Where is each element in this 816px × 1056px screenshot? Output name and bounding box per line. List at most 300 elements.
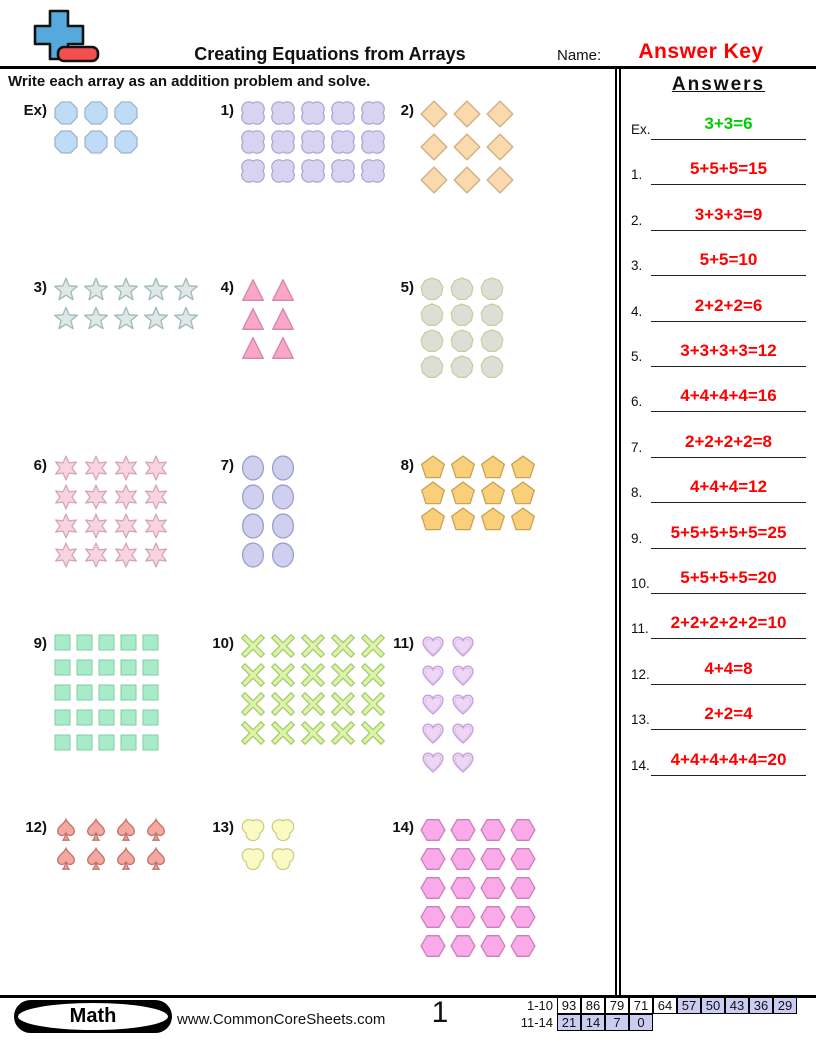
array-cell	[300, 720, 330, 749]
shape-array	[420, 455, 540, 533]
array-cell	[113, 306, 143, 335]
answer-number: 4.	[631, 303, 643, 319]
array-cell	[330, 720, 360, 749]
xcross-icon	[300, 662, 326, 688]
array-cell	[113, 100, 143, 129]
hexagon-icon	[480, 846, 506, 872]
xcross-icon	[270, 720, 296, 746]
star6-icon	[143, 455, 169, 481]
array-cell	[360, 129, 390, 158]
array-cell	[510, 875, 540, 904]
array-cell	[420, 662, 450, 691]
octagon-icon	[83, 100, 109, 126]
star6-icon	[143, 513, 169, 539]
array-cell	[113, 513, 143, 542]
heart-icon	[450, 691, 476, 717]
star5-icon	[143, 306, 169, 332]
square-icon	[75, 633, 94, 652]
array-cell	[480, 355, 510, 381]
array-cell	[480, 329, 510, 355]
xcross-icon	[240, 662, 266, 688]
array-cell	[486, 133, 519, 166]
array-cell	[270, 542, 300, 571]
array-cell	[300, 129, 330, 158]
array-cell	[450, 875, 480, 904]
array-cell	[450, 277, 480, 303]
square-icon	[119, 733, 138, 752]
array-cell	[450, 355, 480, 381]
answer-number: 3.	[631, 258, 643, 274]
array-cell	[450, 749, 480, 778]
square-icon	[53, 708, 72, 727]
array-cell	[270, 817, 300, 846]
shape-array	[53, 817, 173, 875]
square-icon	[97, 658, 116, 677]
heart-icon	[450, 662, 476, 688]
pentagon-icon	[510, 455, 536, 481]
hexagon-icon	[480, 904, 506, 930]
array-cell	[53, 683, 75, 708]
array-cell	[53, 708, 75, 733]
hexagon-icon	[420, 904, 446, 930]
square-icon	[141, 733, 160, 752]
array-cell	[420, 481, 450, 507]
pentagon-icon	[450, 481, 476, 507]
array-cell	[83, 455, 113, 484]
answer-number: 8.	[631, 485, 643, 501]
quatrefoil-icon	[300, 158, 326, 184]
score-row	[507, 1014, 797, 1031]
hexagon-icon	[450, 817, 476, 843]
array-cell	[53, 817, 83, 846]
answer-item	[621, 607, 816, 639]
array-cell	[270, 633, 300, 662]
pentagon-icon	[450, 455, 476, 481]
heart-icon	[450, 749, 476, 775]
heart-icon	[450, 633, 476, 659]
array-cell	[480, 507, 510, 533]
answer-line	[651, 654, 806, 685]
star6-icon	[83, 513, 109, 539]
array-cell	[330, 662, 360, 691]
score-cell: 86	[581, 997, 605, 1014]
problem-number: 8)	[400, 457, 414, 474]
square-icon	[141, 708, 160, 727]
array-cell	[420, 277, 450, 303]
array-cell	[480, 933, 510, 962]
array-cell	[113, 542, 143, 571]
score-cell: 71	[629, 997, 653, 1014]
array-cell	[330, 129, 360, 158]
answer-line	[651, 245, 806, 276]
answer-item	[621, 380, 816, 412]
array-cell	[450, 846, 480, 875]
answer-number: 6.	[631, 394, 643, 410]
triangle-icon	[240, 335, 266, 361]
square-icon	[119, 658, 138, 677]
array-cell	[240, 158, 270, 187]
array-cell	[270, 455, 300, 484]
answer-item	[621, 698, 816, 730]
array-cell	[450, 481, 480, 507]
array-cell	[420, 355, 450, 381]
square-icon	[141, 633, 160, 652]
array-cell	[330, 633, 360, 662]
diamond-icon	[420, 166, 448, 194]
array-cell	[450, 720, 480, 749]
array-cell	[83, 513, 113, 542]
triangle-icon	[240, 306, 266, 332]
array-cell	[83, 542, 113, 571]
array-cell	[453, 133, 486, 166]
answer-number: 1.	[631, 167, 643, 183]
array-cell	[510, 481, 540, 507]
array-cell	[83, 306, 113, 335]
name-label: Name:	[557, 47, 602, 64]
xcross-icon	[300, 691, 326, 717]
nonagon-icon	[420, 277, 444, 301]
answer-line	[651, 381, 806, 412]
xcross-icon	[360, 691, 386, 717]
array-cell	[480, 455, 510, 481]
hexagon-icon	[420, 846, 446, 872]
array-cell	[420, 933, 450, 962]
answer-value: 3+3+3=9	[694, 204, 763, 224]
problem-number: 11)	[393, 635, 414, 652]
array-cell	[83, 817, 113, 846]
array-cell	[450, 633, 480, 662]
answer-item	[621, 199, 816, 231]
array-cell	[420, 133, 453, 166]
answers-title: Answers	[671, 74, 766, 95]
array-cell	[53, 306, 83, 335]
array-cell	[300, 100, 330, 129]
square-icon	[53, 683, 72, 702]
pentagon-icon	[420, 507, 446, 533]
array-cell	[240, 455, 270, 484]
heart-icon	[420, 720, 446, 746]
array-cell	[480, 817, 510, 846]
array-cell	[420, 303, 450, 329]
xcross-icon	[360, 720, 386, 746]
array-cell	[480, 277, 510, 303]
array-cell	[143, 484, 173, 513]
score-table	[507, 997, 797, 1031]
array-cell	[300, 662, 330, 691]
array-cell	[450, 507, 480, 533]
xcross-icon	[300, 720, 326, 746]
math-badge	[14, 1000, 172, 1033]
answer-value: 4+4+4+4+4=20	[670, 749, 787, 769]
pentagon-icon	[480, 507, 506, 533]
trefoil-icon	[240, 846, 266, 872]
problem-number: 6)	[33, 457, 47, 474]
star6-icon	[113, 484, 139, 510]
score-cell: 57	[677, 997, 701, 1014]
problem-number: 5)	[400, 279, 414, 296]
answer-item	[621, 153, 816, 185]
square-icon	[53, 733, 72, 752]
star6-icon	[53, 455, 79, 481]
array-cell	[270, 100, 300, 129]
hexagon-icon	[420, 875, 446, 901]
array-cell	[270, 129, 300, 158]
nonagon-icon	[480, 329, 504, 353]
problem-number: 14)	[392, 819, 414, 836]
answer-line	[651, 109, 806, 140]
star6-icon	[83, 542, 109, 568]
nonagon-icon	[450, 329, 474, 353]
shape-array	[53, 100, 143, 158]
hexagon-icon	[510, 875, 536, 901]
ellipse-icon	[270, 455, 296, 481]
array-cell	[113, 484, 143, 513]
answer-number: 12.	[631, 666, 650, 682]
star6-icon	[113, 542, 139, 568]
array-cell	[53, 513, 83, 542]
answer-number: 5.	[631, 349, 643, 364]
pentagon-icon	[420, 455, 446, 481]
answer-value: 4+4+4=12	[689, 477, 768, 497]
star6-icon	[113, 455, 139, 481]
ellipse-icon	[240, 513, 266, 539]
star5-icon	[113, 277, 139, 303]
star5-icon	[53, 306, 79, 332]
answer-value: 5+5+5=15	[689, 159, 768, 179]
score-cell: 36	[749, 997, 773, 1014]
array-cell	[53, 733, 75, 758]
array-cell	[143, 542, 173, 571]
answer-line	[651, 472, 806, 503]
array-cell	[360, 662, 390, 691]
array-cell	[240, 306, 270, 335]
answer-value: 4+4+4+4=16	[680, 386, 777, 406]
array-cell	[119, 733, 141, 758]
array-cell	[75, 658, 97, 683]
answer-value: 5+5+5+5=20	[680, 568, 777, 587]
trefoil-icon	[270, 846, 296, 872]
array-cell	[453, 100, 486, 133]
score-cell: 14	[581, 1014, 605, 1031]
array-cell	[97, 733, 119, 758]
array-cell	[83, 129, 113, 158]
array-cell	[141, 708, 163, 733]
array-cell	[83, 100, 113, 129]
array-cell	[240, 817, 270, 846]
quatrefoil-icon	[240, 100, 266, 126]
shape-array	[240, 100, 390, 187]
shape-array	[420, 817, 540, 962]
star6-icon	[83, 455, 109, 481]
square-icon	[97, 733, 116, 752]
array-cell	[270, 846, 300, 875]
heart-icon	[420, 633, 446, 659]
answer-value: 5+5=10	[699, 250, 758, 270]
array-cell	[53, 129, 83, 158]
array-cell	[330, 158, 360, 187]
array-cell	[119, 683, 141, 708]
answers-panel	[621, 72, 816, 992]
hexagon-icon	[450, 846, 476, 872]
xcross-icon	[240, 720, 266, 746]
spade-icon	[143, 846, 169, 872]
nonagon-icon	[480, 277, 504, 301]
answer-item	[621, 290, 816, 322]
array-cell	[510, 933, 540, 962]
answer-line	[651, 608, 806, 639]
answer-value: 2+2=4	[704, 704, 753, 724]
array-cell	[173, 306, 203, 335]
answer-item	[621, 744, 816, 776]
array-cell	[143, 455, 173, 484]
star5-icon	[113, 306, 139, 332]
array-cell	[113, 277, 143, 306]
answer-value: 2+2+2+2=8	[685, 431, 772, 451]
diamond-icon	[486, 133, 514, 161]
triangle-icon	[270, 306, 296, 332]
array-cell	[119, 633, 141, 658]
shape-array	[420, 633, 480, 778]
pentagon-icon	[480, 455, 506, 481]
triangle-icon	[270, 335, 296, 361]
answer-item	[621, 426, 816, 458]
nonagon-icon	[450, 277, 474, 301]
hexagon-icon	[450, 875, 476, 901]
array-cell	[240, 335, 270, 364]
heart-icon	[450, 720, 476, 746]
square-icon	[119, 708, 138, 727]
score-row	[507, 997, 797, 1014]
problem-number: 4)	[220, 279, 234, 296]
answer-value: 2+2+2=6	[694, 295, 763, 315]
answer-item	[621, 108, 816, 140]
ellipse-icon	[240, 455, 266, 481]
array-cell	[141, 633, 163, 658]
shape-array	[240, 277, 300, 364]
problem-number: 1)	[220, 102, 234, 119]
answer-item	[621, 653, 816, 685]
array-cell	[97, 708, 119, 733]
array-cell	[97, 683, 119, 708]
star5-icon	[83, 277, 109, 303]
array-cell	[141, 683, 163, 708]
answer-line	[651, 699, 806, 730]
diamond-icon	[453, 133, 481, 161]
array-cell	[360, 691, 390, 720]
answer-item	[621, 517, 816, 549]
square-icon	[97, 683, 116, 702]
array-cell	[53, 633, 75, 658]
array-cell	[270, 691, 300, 720]
pentagon-icon	[510, 507, 536, 533]
array-cell	[113, 455, 143, 484]
score-cell: 7	[605, 1014, 629, 1031]
answer-line	[651, 745, 806, 776]
array-cell	[450, 662, 480, 691]
quatrefoil-icon	[330, 158, 356, 184]
trefoil-icon	[240, 817, 266, 843]
xcross-icon	[330, 720, 356, 746]
score-cell: 21	[557, 1014, 581, 1031]
score-cell: 0	[629, 1014, 653, 1031]
square-icon	[119, 633, 138, 652]
array-cell	[240, 129, 270, 158]
array-cell	[300, 691, 330, 720]
array-cell	[420, 875, 450, 904]
array-cell	[97, 633, 119, 658]
star6-icon	[53, 513, 79, 539]
ellipse-icon	[270, 513, 296, 539]
page-number: 1	[431, 996, 449, 1029]
array-cell	[270, 484, 300, 513]
array-cell	[83, 484, 113, 513]
nonagon-icon	[420, 329, 444, 353]
heart-icon	[420, 691, 446, 717]
array-cell	[113, 817, 143, 846]
diamond-icon	[420, 100, 448, 128]
array-cell	[53, 658, 75, 683]
answer-number: 10.	[631, 576, 650, 591]
xcross-icon	[300, 633, 326, 659]
quatrefoil-icon	[240, 158, 266, 184]
array-cell	[480, 303, 510, 329]
square-icon	[141, 683, 160, 702]
array-cell	[53, 846, 83, 875]
array-cell	[420, 720, 450, 749]
array-cell	[450, 455, 480, 481]
hexagon-icon	[420, 817, 446, 843]
star6-icon	[143, 542, 169, 568]
ellipse-icon	[240, 484, 266, 510]
star5-icon	[83, 306, 109, 332]
score-cell: 29	[773, 997, 797, 1014]
array-cell	[53, 100, 83, 129]
quatrefoil-icon	[360, 129, 386, 155]
array-cell	[300, 158, 330, 187]
shape-array	[240, 817, 300, 875]
array-cell	[270, 277, 300, 306]
array-cell	[113, 129, 143, 158]
answer-value: 5+5+5+5+5=25	[670, 522, 787, 542]
star5-icon	[173, 306, 199, 332]
quatrefoil-icon	[270, 100, 296, 126]
array-cell	[97, 658, 119, 683]
xcross-icon	[240, 633, 266, 659]
square-icon	[75, 658, 94, 677]
pentagon-icon	[480, 481, 506, 507]
answer-number: Ex.	[631, 122, 651, 137]
quatrefoil-icon	[270, 158, 296, 184]
pentagon-icon	[510, 481, 536, 507]
trefoil-icon	[270, 817, 296, 843]
array-cell	[143, 277, 173, 306]
score-range-label: 11-14	[520, 1015, 553, 1030]
array-cell	[450, 303, 480, 329]
array-cell	[300, 633, 330, 662]
array-cell	[53, 542, 83, 571]
array-cell	[240, 100, 270, 129]
array-cell	[510, 904, 540, 933]
hexagon-icon	[480, 875, 506, 901]
xcross-icon	[330, 662, 356, 688]
array-cell	[141, 658, 163, 683]
square-icon	[53, 633, 72, 652]
xcross-icon	[360, 662, 386, 688]
heart-icon	[420, 749, 446, 775]
octagon-icon	[53, 129, 79, 155]
ellipse-icon	[270, 484, 296, 510]
worksheet-title: Creating Equations from Arrays	[194, 44, 466, 64]
